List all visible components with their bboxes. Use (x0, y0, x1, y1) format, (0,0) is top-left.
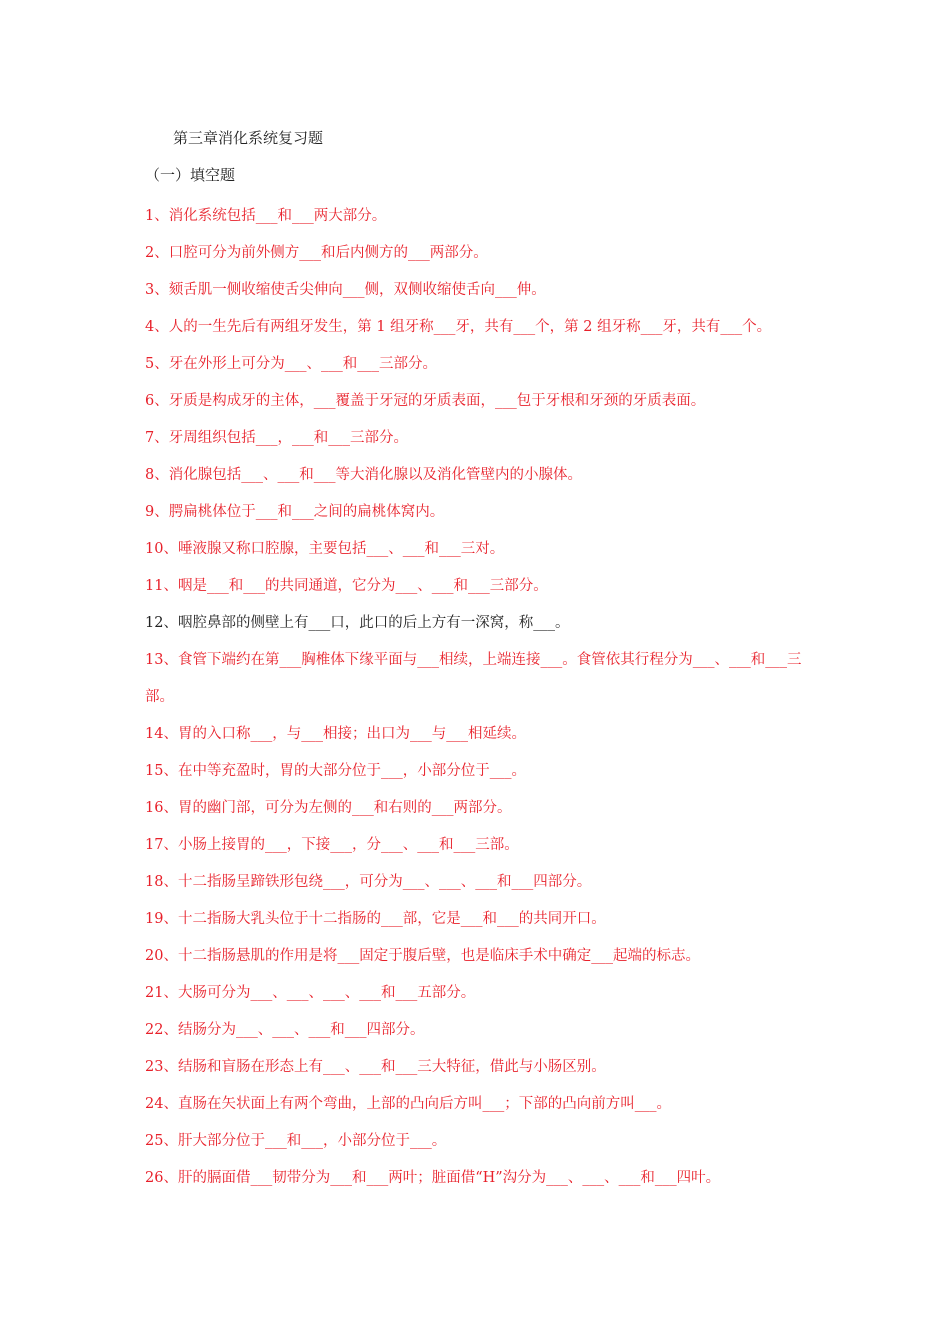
question-16: 16、胃的幽门部，可分为左侧的___和右则的___两部分。 (145, 800, 512, 816)
question-24: 24、直肠在矢状面上有两个弯曲，上部的凸向后方叫___；下部的凸向前方叫___。 (145, 1096, 671, 1112)
question-9: 9、腭扁桃体位于___和___之间的扁桃体窝内。 (145, 504, 445, 520)
question-15: 15、在中等充盈时，胃的大部分位于___，小部分位于___。 (145, 763, 526, 779)
section-heading: （一）填空题 (145, 166, 236, 184)
question-8: 8、消化腺包括___、___和___等大消化腺以及消化管壁内的小腺体。 (145, 467, 582, 483)
question-2: 2、口腔可分为前外侧方___和后内侧方的___两部分。 (145, 245, 488, 261)
chapter-title: 第三章消化系统复习题 (173, 129, 324, 147)
question-5: 5、牙在外形上可分为___、___和___三部分。 (145, 356, 437, 372)
question-4: 4、人的一生先后有两组牙发生，第 1 组牙称___牙，共有___个，第 2 组牙称___牙，共有___个。 (145, 319, 772, 335)
question-6: 6、牙质是构成牙的主体，___覆盖于牙冠的牙质表面，___包于牙根和牙颈的牙质表面。 (145, 393, 706, 409)
question-13: 13、食管下端约在第___胸椎体下缘平面与___相续，上端连接___。食管依其行程分为___、___和___三部。 (145, 652, 802, 705)
question-12: 12、咽腔鼻部的侧壁上有___口，此口的后上方有一深窝，称___。 (145, 615, 570, 631)
question-19: 19、十二指肠大乳头位于十二指肠的___部，它是___和___的共同开口。 (145, 911, 606, 927)
question-21: 21、大肠可分为___、___、___、___和___五部分。 (145, 985, 476, 1001)
question-20: 20、十二指肠悬肌的作用是将___固定于腹后壁，也是临床手术中确定___起端的标志。 (145, 948, 700, 964)
question-26: 26、肝的膈面借___韧带分为___和___两叶；脏面借“H”沟分为___、___、___和___四叶。 (145, 1170, 721, 1186)
question-14: 14、胃的入口称___，与___相接；出口为___与___相延续。 (145, 726, 526, 742)
question-3: 3、颏舌肌一侧收缩使舌尖伸向___侧，双侧收缩使舌向___伸。 (145, 282, 546, 298)
question-18: 18、十二指肠呈蹄铁形包绕___，可分为___、___、___和___四部分。 (145, 874, 592, 890)
question-23: 23、结肠和盲肠在形态上有___、___和___三大特征，借此与小肠区别。 (145, 1059, 606, 1075)
question-7: 7、牙周组织包括___，___和___三部分。 (145, 430, 408, 446)
question-1: 1、消化系统包括___和___两大部分。 (145, 208, 387, 224)
question-22: 22、结肠分为___、___、___和___四部分。 (145, 1022, 425, 1038)
question-list (145, 198, 825, 1197)
question-11: 11、咽是___和___的共同通道，它分为___、___和___三部分。 (145, 578, 548, 594)
question-25: 25、肝大部分位于___和___，小部分位于___。 (145, 1133, 447, 1149)
question-10: 10、唾液腺又称口腔腺，主要包括___、___和___三对。 (145, 541, 505, 557)
question-17: 17、小肠上接胃的___，下接___，分___、___和___三部。 (145, 837, 519, 853)
